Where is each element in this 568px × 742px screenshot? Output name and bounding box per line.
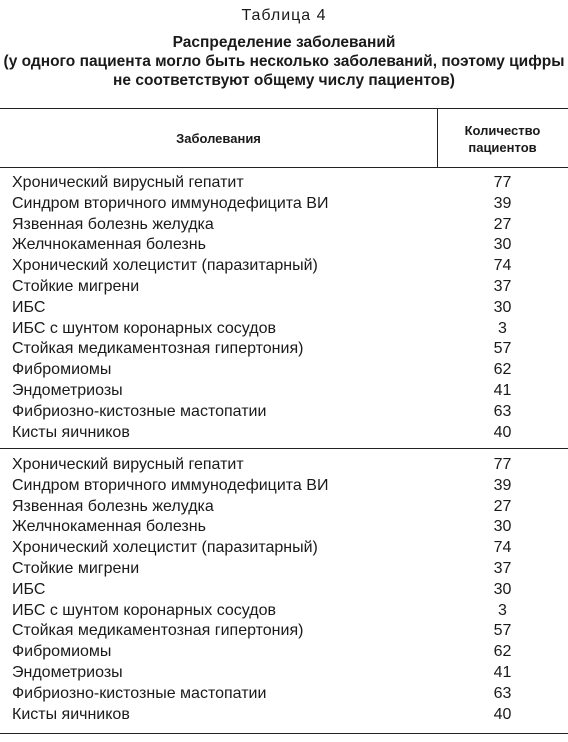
disease-name: Хронический холецистит (паразитарный) [12,539,318,557]
table-row [0,381,568,402]
disease-name: Кисты яичников [12,423,130,441]
patient-count: 40 [493,423,512,441]
disease-name: Язвенная болезнь желудка [12,215,214,233]
disease-name: Стойкая медикаментозная гипертония) [12,622,304,640]
table-body-block-2 [0,455,568,725]
table-row [0,642,568,663]
table-row [0,298,568,319]
patient-count: 27 [493,497,512,515]
table-row [0,684,568,705]
patient-count: 37 [493,559,512,577]
table-row [0,559,568,580]
disease-name: Фибриозно-кистозные мастопатии [12,402,267,420]
table-caption [0,33,568,90]
table-row [0,601,568,622]
block-separator-rule [0,448,568,449]
patient-count: 27 [493,215,512,233]
patient-count: 77 [493,174,512,191]
header-count-line-2: пациентов [468,140,537,155]
table-row [0,360,568,381]
disease-name: Синдром вторичного иммунодефицита ВИ [12,194,329,212]
table-row [0,319,568,340]
patient-count: 62 [493,361,512,379]
patient-count: 41 [493,663,512,681]
table-row [0,517,568,538]
patient-count: 39 [493,476,512,494]
disease-name: ИБС с шунтом коронарных сосудов [12,319,276,337]
disease-name: Эндометриозы [12,381,123,399]
disease-name: Стойкие мигрени [12,559,140,577]
table-row [0,402,568,423]
table-top-rule [0,108,568,109]
patient-count: 40 [493,705,512,723]
disease-name: Фибриозно-кистозные мастопатии [12,684,267,702]
patient-count: 74 [493,539,512,557]
disease-name: Эндометриозы [12,663,123,681]
patient-count: 63 [493,684,512,702]
caption-line-3: не соответствуют общему числу пациентов) [113,72,455,89]
table-row [0,663,568,684]
patient-count: 57 [493,340,512,358]
table-row [0,215,568,236]
disease-name: Кисты яичников [12,705,130,723]
patient-count: 57 [493,622,512,640]
table-row [0,621,568,642]
patient-count: 30 [493,236,512,254]
disease-name: ИБС с шунтом коронарных сосудов [12,601,276,619]
patient-count: 41 [493,381,512,399]
table-body-block-1 [0,173,568,443]
disease-name: Желчнокаменная болезнь [12,518,206,536]
disease-name: Стойкая медикаментозная гипертония) [12,340,304,358]
patient-count: 30 [493,298,512,316]
table-bottom-rule [0,733,568,734]
table-row [0,235,568,256]
disease-name: ИБС [12,580,46,598]
patient-count: 37 [493,277,512,295]
table-row [0,705,568,726]
table-row [0,423,568,444]
table-row [0,194,568,215]
header-count-line-1: Количество [464,123,541,138]
patient-count: 39 [493,194,512,212]
table-row [0,277,568,298]
table-row [0,455,568,476]
disease-name: Язвенная болезнь желудка [12,497,214,515]
patient-count: 3 [498,601,507,619]
disease-name: Стойкие мигрени [12,277,140,295]
table-row [0,339,568,360]
caption-line-2: (у одного пациента могло быть несколько заболеваний, поэтому цифры [3,53,565,70]
patient-count: 74 [493,257,512,275]
table-number-label: Таблица 4 [241,7,327,24]
disease-name: ИБС [12,298,46,316]
table-row [0,497,568,518]
disease-name: Желчнокаменная болезнь [12,236,206,254]
table-row [0,173,568,194]
disease-name: Фибромиомы [12,643,112,661]
patient-count: 77 [493,456,512,473]
header-patient-count [437,122,568,156]
disease-name: Фибромиомы [12,361,112,379]
header-bottom-rule [0,167,568,168]
table-row [0,580,568,601]
patient-count: 62 [493,643,512,661]
header-disease: Заболевания [176,131,261,146]
table-row [0,256,568,277]
patient-count: 30 [493,580,512,598]
table-row [0,476,568,497]
patient-count: 63 [493,402,512,420]
patient-count: 3 [498,319,507,337]
caption-line-1: Распределение заболеваний [172,34,396,51]
disease-name: Хронический вирусный гепатит [12,456,244,473]
table-row [0,538,568,559]
disease-name: Хронический вирусный гепатит [12,174,244,191]
disease-name: Синдром вторичного иммунодефицита ВИ [12,476,329,494]
disease-name: Хронический холецистит (паразитарный) [12,257,318,275]
patient-count: 30 [493,518,512,536]
